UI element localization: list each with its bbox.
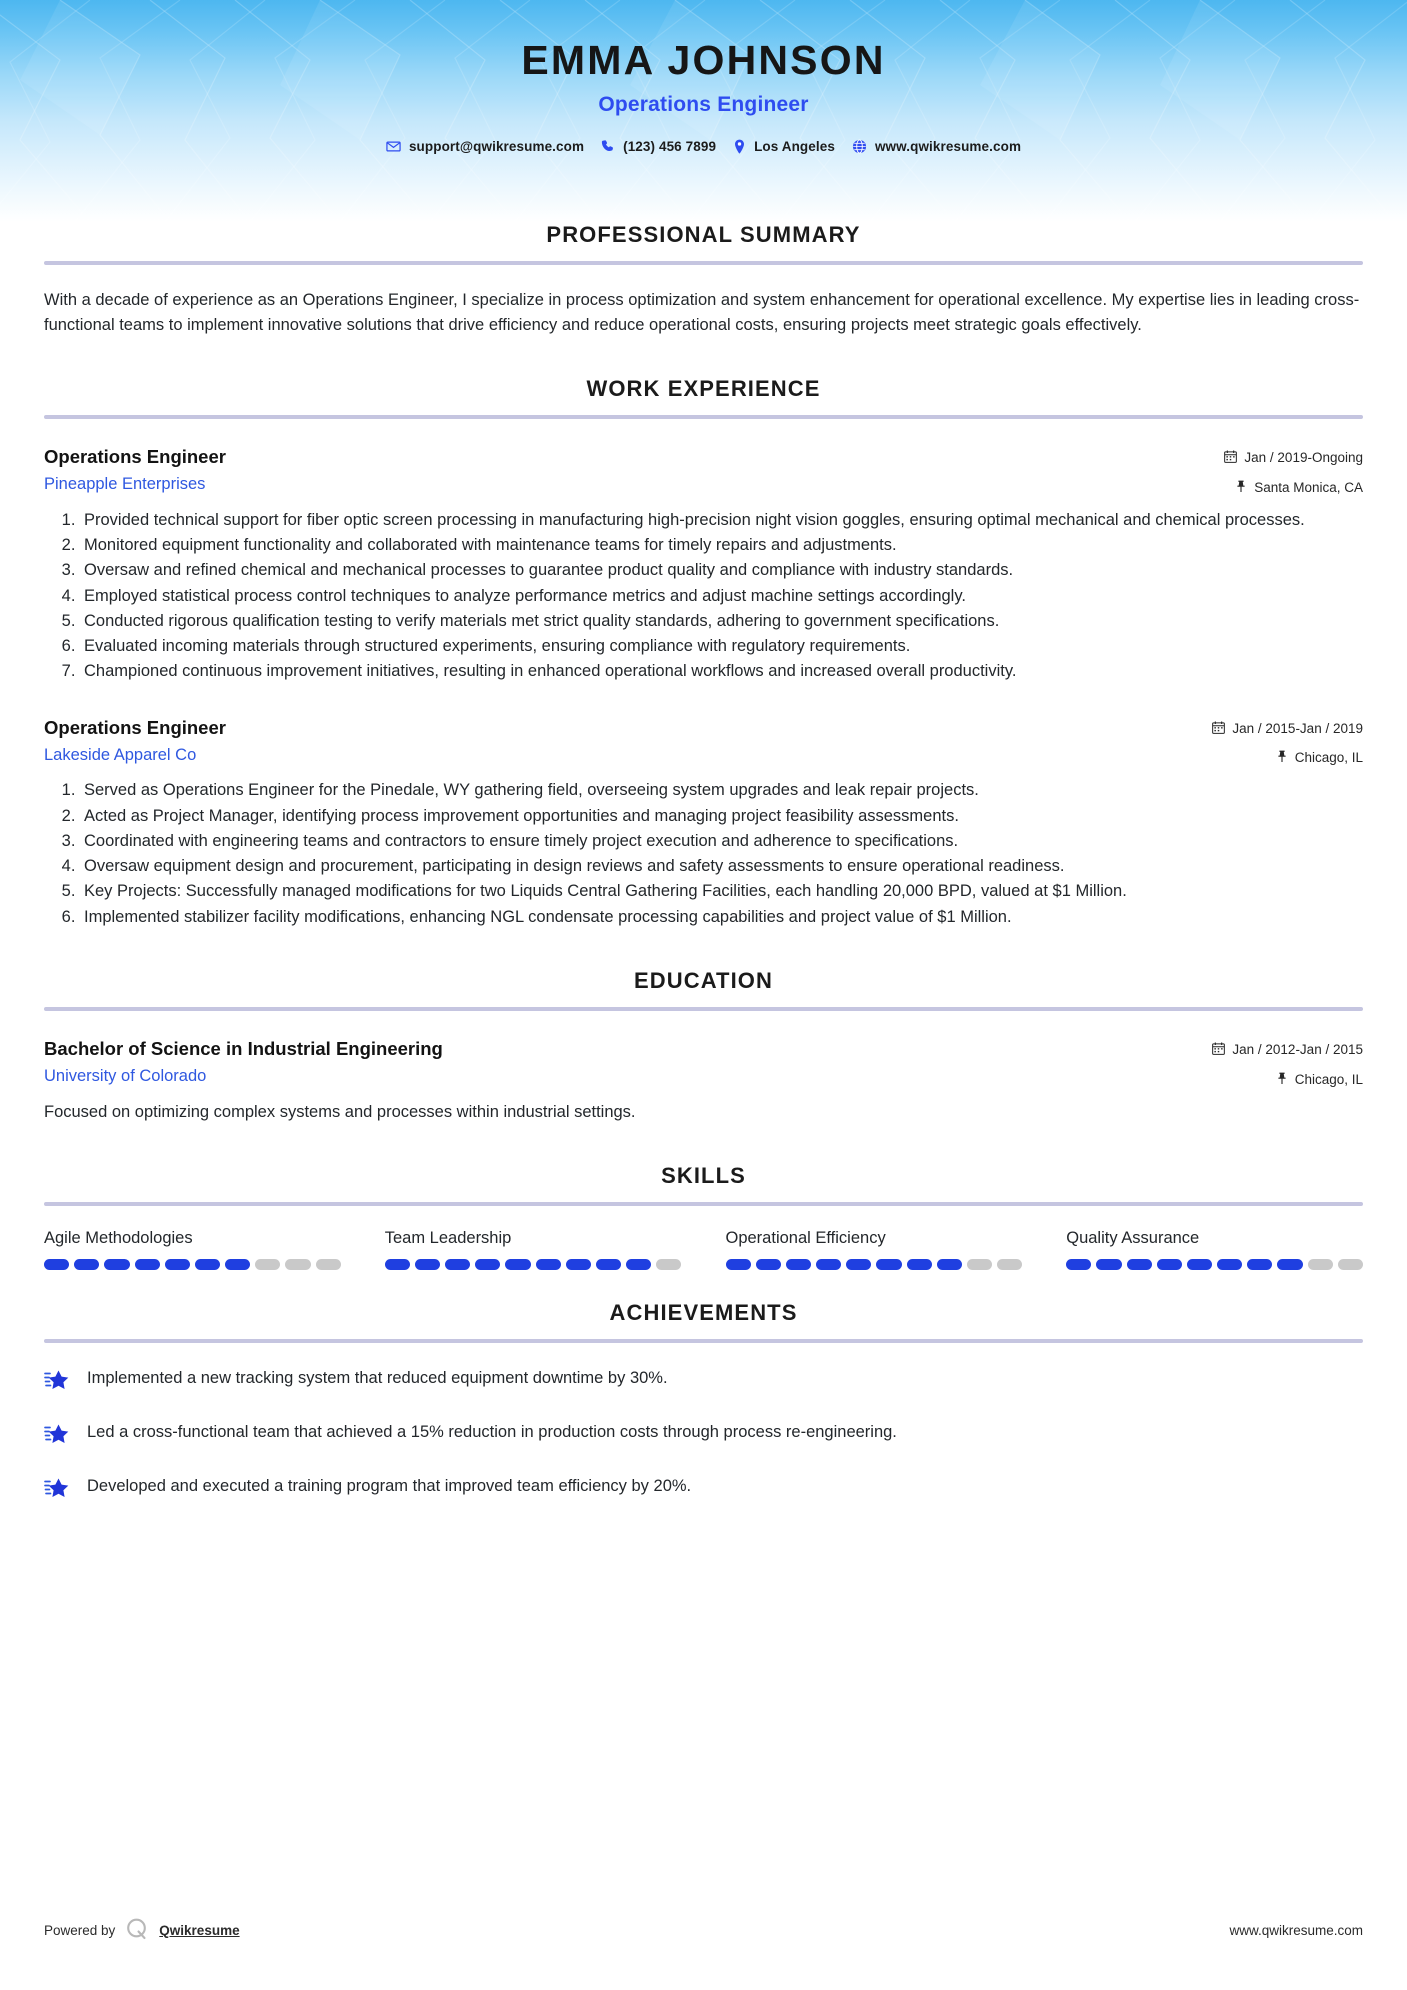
section-title-work: WORK EXPERIENCE: [586, 376, 821, 402]
section-title-education: EDUCATION: [633, 967, 774, 993]
contact-location-text: Los Angeles: [754, 138, 835, 154]
work-dates: [1224, 450, 1363, 467]
footer-powered-by-label: Powered by: [44, 1923, 116, 1938]
pushpin-icon: [1276, 750, 1288, 767]
achievement-text: Led a cross-functional team that achieved a 15% reduction in production costs through process re-engineering.: [87, 1423, 897, 1442]
skill-segment: [505, 1259, 530, 1270]
footer-brand-link[interactable]: Qwikresume: [159, 1923, 240, 1938]
skill-segment: [316, 1259, 341, 1270]
achievement-item: [44, 1367, 1363, 1397]
work-bullet: 5. Key Projects: Successfully managed modifications for two Liquids Central Gathering Facilities, each handling 20,000 BPD, valued at $1 Million.: [80, 879, 1363, 903]
skill-segment: [626, 1259, 651, 1270]
skill-level-bar: [1066, 1259, 1363, 1270]
work-bullet: 2. Monitored equipment functionality and collaborated with maintenance teams for timely repairs and adjustments.: [80, 533, 1363, 557]
education-dates-text: Jan / 2012-Jan / 2015: [1232, 1041, 1363, 1057]
work-location: [1224, 480, 1363, 497]
skill-segment: [74, 1259, 99, 1270]
contact-phone[interactable]: [601, 139, 716, 154]
work-bullet: 5. Conducted rigorous qualification testing to verify materials met strict quality standards, adhering to government specifications.: [80, 609, 1363, 633]
skill-segment: [1127, 1259, 1152, 1270]
section-professional-summary: [44, 222, 1363, 338]
skill-level-bar: [385, 1259, 682, 1270]
skill-segment: [1187, 1259, 1212, 1270]
skill-segment: [1157, 1259, 1182, 1270]
skill-segment: [385, 1259, 410, 1270]
resume-header: [0, 0, 1407, 222]
work-bullet: 3. Oversaw and refined chemical and mechanical processes to guarantee product quality and compliance with industry standards.: [80, 558, 1363, 582]
work-bullet: 1. Served as Operations Engineer for the Pinedale, WY gathering field, overseeing system upgrades and leak repair projects.: [80, 778, 1363, 802]
skill-segment: [1217, 1259, 1242, 1270]
skill-segment: [876, 1259, 901, 1270]
contact-row: [0, 139, 1407, 154]
skill-segment: [756, 1259, 781, 1270]
skill-segment: [656, 1259, 681, 1270]
contact-email-text: support@qwikresume.com: [408, 138, 585, 154]
education-school[interactable]: University of Colorado: [44, 1066, 207, 1085]
education-entry-meta: [1212, 1037, 1363, 1089]
skill-item: [44, 1229, 341, 1270]
achievement-text: Developed and executed a training program that improved team efficiency by 20%.: [87, 1477, 692, 1496]
skill-item: [726, 1229, 1023, 1270]
education-location-text: Chicago, IL: [1294, 1071, 1363, 1087]
skill-level-bar: [44, 1259, 341, 1270]
skill-segment: [937, 1259, 962, 1270]
page-footer: [44, 1917, 1363, 1944]
section-work-experience: [44, 376, 1363, 929]
skill-label: Team Leadership: [384, 1229, 512, 1248]
work-bullet: 7. Championed continuous improvement initiatives, resulting in enhanced operational workflows and increased overall productivity.: [80, 659, 1363, 683]
achievement-item: [44, 1421, 1363, 1451]
achievement-item: [44, 1475, 1363, 1505]
phone-icon: [601, 139, 615, 153]
section-title-skills: SKILLS: [661, 1163, 746, 1189]
education-description: Focused on optimizing complex systems and processes within industrial settings.: [44, 1103, 636, 1122]
candidate-name: EMMA JOHNSON: [521, 37, 886, 83]
calendar-icon: [1212, 721, 1225, 738]
skill-segment: [846, 1259, 871, 1270]
section-achievements: [44, 1300, 1363, 1505]
skill-label: Agile Methodologies: [44, 1229, 193, 1248]
education-location: [1212, 1072, 1363, 1089]
star-badge-icon: [44, 1368, 70, 1397]
skill-segment: [44, 1259, 69, 1270]
skill-segment: [475, 1259, 500, 1270]
education-degree: Bachelor of Science in Industrial Engineering: [44, 1037, 443, 1059]
work-location-text: Santa Monica, CA: [1254, 480, 1363, 495]
skill-segment: [1247, 1259, 1272, 1270]
skill-segment: [726, 1259, 751, 1270]
skill-segment: [285, 1259, 310, 1270]
pushpin-icon: [1276, 1072, 1288, 1089]
work-bullet: 4. Employed statistical process control techniques to analyze performance metrics and adjust machine settings accordingly.: [80, 584, 1363, 608]
section-title-summary: PROFESSIONAL SUMMARY: [546, 222, 861, 247]
skill-item: [1066, 1229, 1363, 1270]
skill-segment: [596, 1259, 621, 1270]
work-dates: [1212, 721, 1363, 738]
skill-segment: [135, 1259, 160, 1270]
contact-phone-text: (123) 456 7899: [623, 138, 717, 154]
star-badge-icon: [44, 1422, 70, 1451]
contact-email[interactable]: [386, 139, 584, 154]
section-title-achievements: ACHIEVEMENTS: [609, 1300, 798, 1326]
skill-segment: [786, 1259, 811, 1270]
work-location: [1212, 750, 1363, 767]
skill-segment: [415, 1259, 440, 1270]
section-divider: [44, 415, 1363, 419]
skill-segment: [1277, 1259, 1302, 1270]
work-dates-text: Jan / 2015-Jan / 2019: [1232, 720, 1363, 736]
envelope-icon: [386, 139, 401, 154]
work-bullet-list: [44, 778, 1363, 929]
skill-segment: [445, 1259, 470, 1270]
work-job-title: Operations Engineer: [44, 716, 226, 738]
education-dates: [1212, 1042, 1363, 1059]
work-company-name[interactable]: Lakeside Apparel Co: [44, 745, 197, 764]
skill-segment: [255, 1259, 280, 1270]
work-bullet: 4. Oversaw equipment design and procurement, participating in design reviews and safety assessments to ensure operational readiness.: [80, 854, 1363, 878]
skill-segment: [195, 1259, 220, 1270]
contact-website[interactable]: [852, 139, 1021, 154]
skill-segment: [1096, 1259, 1121, 1270]
work-bullet: 3. Coordinated with engineering teams and contractors to ensure timely project execution and adherence to specifications.: [80, 829, 1363, 853]
skill-segment: [1308, 1259, 1333, 1270]
calendar-icon: [1224, 450, 1237, 467]
skill-segment: [566, 1259, 591, 1270]
work-company-name[interactable]: Pineapple Enterprises: [44, 475, 206, 494]
resume-body: [0, 222, 1407, 1505]
contact-location: [733, 139, 835, 154]
pushpin-icon: [1235, 480, 1247, 497]
star-badge-icon: [44, 1476, 70, 1505]
work-bullet: 1. Provided technical support for fiber optic screen processing in manufacturing high-precision night vision goggles, ensuring optimal mechanical and chemical processes.: [80, 508, 1363, 532]
skill-segment: [536, 1259, 561, 1270]
section-skills: [44, 1163, 1363, 1270]
work-bullet: 6. Evaluated incoming materials through structured experiments, ensuring compliance with regulatory requirements.: [80, 634, 1363, 658]
summary-paragraph: With a decade of experience as an Operations Engineer, I specialize in process optimization and system enhancement for operational excellence. My expertise lies in leading cross-functional teams to implement innovative solutions that drive efficiency and reduce operational costs, ensuring projects meet strategic goals effectively.: [44, 291, 1360, 335]
work-bullet: 6. Implemented stabilizer facility modifications, enhancing NGL condensate processing capabilities and project value of $1 Million.: [80, 905, 1363, 929]
work-bullet-list: [44, 508, 1363, 684]
work-entry: [44, 716, 1363, 929]
section-education: [44, 968, 1363, 1125]
skill-segment: [165, 1259, 190, 1270]
map-pin-icon: [733, 139, 746, 154]
qwikresume-logo-icon: [125, 1917, 149, 1944]
calendar-icon: [1212, 1042, 1225, 1059]
skill-item: [385, 1229, 682, 1270]
education-entry: [44, 1037, 1363, 1125]
skill-segment: [997, 1259, 1022, 1270]
skill-segment: [816, 1259, 841, 1270]
skill-segment: [104, 1259, 129, 1270]
section-divider: [44, 261, 1363, 265]
work-dates-text: Jan / 2019-Ongoing: [1244, 450, 1363, 466]
skills-grid: [44, 1229, 1363, 1270]
skill-segment: [1338, 1259, 1363, 1270]
skill-segment: [1066, 1259, 1091, 1270]
work-bullet: 2. Acted as Project Manager, identifying process improvement opportunities and managing project feasibility assessments.: [80, 804, 1363, 828]
skill-segment: [967, 1259, 992, 1270]
achievement-text: Implemented a new tracking system that reduced equipment downtime by 30%.: [87, 1369, 668, 1388]
section-divider: [44, 1007, 1363, 1011]
work-location-text: Chicago, IL: [1294, 750, 1363, 766]
candidate-job-title: Operations Engineer: [598, 92, 809, 116]
skill-segment: [907, 1259, 932, 1270]
skill-level-bar: [726, 1259, 1023, 1270]
globe-icon: [852, 139, 867, 154]
skill-segment: [225, 1259, 250, 1270]
skill-label: Operational Efficiency: [725, 1229, 886, 1248]
achievements-list: [44, 1367, 1363, 1505]
work-entry: [44, 445, 1363, 683]
footer-website[interactable]: www.qwikresume.com: [1229, 1923, 1363, 1938]
contact-website-text: www.qwikresume.com: [874, 138, 1022, 154]
footer-powered-by: [44, 1917, 240, 1944]
section-divider: [44, 1339, 1363, 1343]
work-entry-meta: [1224, 445, 1363, 497]
skill-label: Quality Assurance: [1066, 1229, 1200, 1248]
work-entry-meta: [1212, 716, 1363, 768]
section-divider: [44, 1202, 1363, 1206]
work-job-title: Operations Engineer: [44, 446, 226, 468]
